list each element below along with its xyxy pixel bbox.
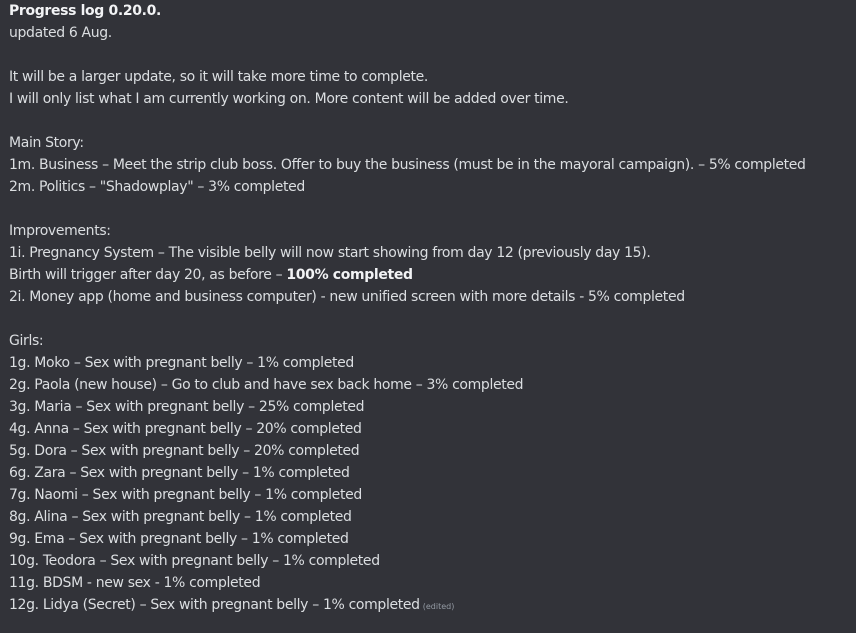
girls-item: 4g. Anna – Sex with pregnant belly – 20% completed <box>9 421 362 437</box>
improvement-item: 2i. Money app (home and business computer) - new unified screen with more details - 5% completed <box>9 289 685 305</box>
girls-heading: Girls: <box>9 333 44 349</box>
girls-item: 12g. Lidya (Secret) – Sex with pregnant belly – 1% completed <box>9 597 420 613</box>
girls-item: 2g. Paola (new house) – Go to club and have sex back home – 3% completed <box>9 377 524 393</box>
girls-item: 7g. Naomi – Sex with pregnant belly – 1% completed <box>9 487 362 503</box>
main-story-item: 2m. Politics – "Shadowplay" – 3% completed <box>9 179 305 195</box>
girls-item: 1g. Moko – Sex with pregnant belly – 1% completed <box>9 355 354 371</box>
improvement-item: 1i. Pregnancy System – The visible belly will now start showing from day 12 (previously day 15). <box>9 245 651 261</box>
spacer <box>9 44 849 66</box>
spacer <box>9 308 849 330</box>
intro-line: I will only list what I am currently working on. More content will be added over time. <box>9 91 569 107</box>
main-story-item: 1m. Business – Meet the strip club boss. Offer to buy the business (must be in the mayoral campaign). – 5% completed <box>9 157 806 173</box>
girls-item: 9g. Ema – Sex with pregnant belly – 1% completed <box>9 531 349 547</box>
improvement-item-continuation <box>9 264 849 286</box>
improvement-item-status: 100% completed <box>286 267 413 283</box>
updated-date: updated 6 Aug. <box>9 25 112 41</box>
girls-item: 11g. BDSM - new sex - 1% completed <box>9 575 261 591</box>
girls-item: 10g. Teodora – Sex with pregnant belly – 1% completed <box>9 553 380 569</box>
girls-item: 3g. Maria – Sex with pregnant belly – 25% completed <box>9 399 365 415</box>
improvements-heading: Improvements: <box>9 223 111 239</box>
girls-item-last <box>9 594 849 616</box>
girls-item: 6g. Zara – Sex with pregnant belly – 1% completed <box>9 465 350 481</box>
message-title: Progress log 0.20.0. <box>9 3 161 19</box>
girls-item: 5g. Dora – Sex with pregnant belly – 20% completed <box>9 443 360 459</box>
spacer <box>9 110 849 132</box>
girls-item: 8g. Alina – Sex with pregnant belly – 1% completed <box>9 509 352 525</box>
message-content <box>9 0 849 616</box>
main-story-heading: Main Story: <box>9 135 84 151</box>
improvement-item-text: Birth will trigger after day 20, as before – <box>9 267 287 283</box>
spacer <box>9 198 849 220</box>
edited-label: (edited) <box>422 602 455 611</box>
intro-line: It will be a larger update, so it will take more time to complete. <box>9 69 429 85</box>
